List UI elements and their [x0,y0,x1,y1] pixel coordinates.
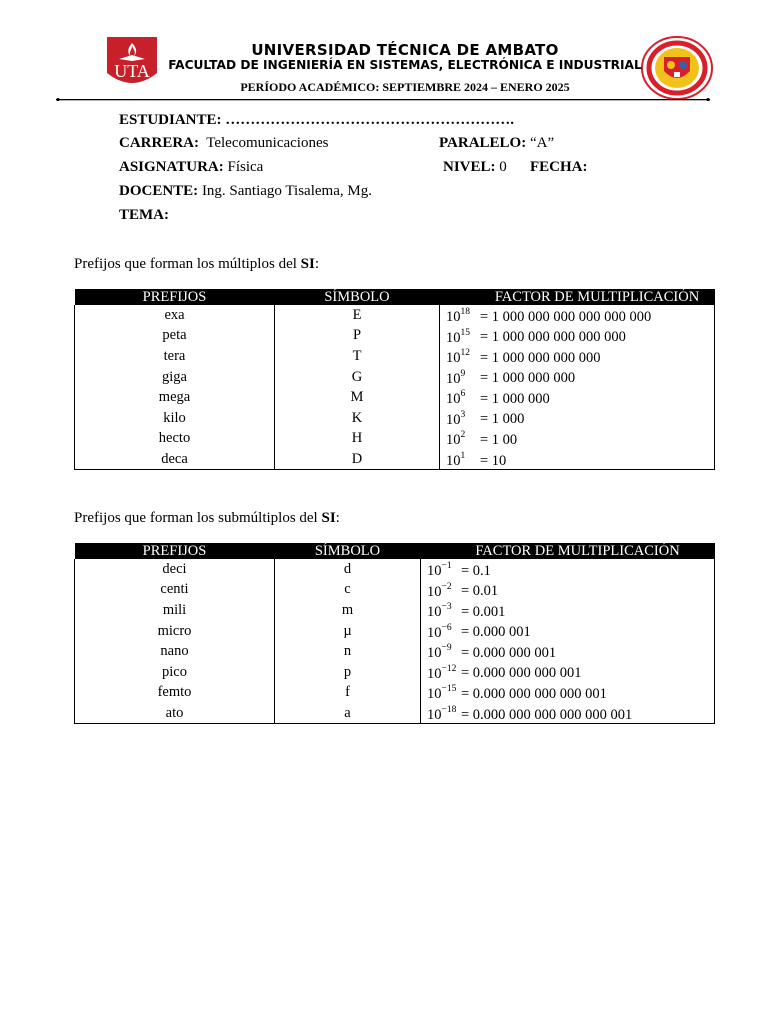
factor-value: = 0.000 000 000 000 001 [461,686,607,703]
prefix-cell: mili [75,600,275,621]
symbol-cell: n [275,641,421,662]
factor-value: = 0.01 [461,583,499,600]
prefix-cell: exa [75,305,275,326]
exponent: 3 [460,409,466,420]
factor-cell [421,559,715,580]
factor-value: = 1 000 000 000 000 000 000 [480,308,652,325]
prefix-cell: peta [75,326,275,347]
level-line [443,159,507,176]
topic-line [119,207,169,224]
paralelo-label: PARALELO: [439,135,527,151]
factor-value: = 10 [480,452,507,469]
submultiples-intro-si: SI [321,510,336,526]
factor-value: = 1 000 000 000 000 000 [480,329,626,346]
prefix-cell: giga [75,367,275,388]
table-row [75,621,715,642]
exponent: −18 [441,704,457,715]
estudiante-value: …………………………………………………. [225,112,515,128]
asignatura-value: Física [227,159,264,175]
table-row [75,662,715,683]
submultiples-table [74,543,715,724]
teacher-line [119,183,372,200]
table-row [75,428,715,449]
symbol-cell: H [275,428,440,449]
carrera-label: CARRERA: [119,135,199,151]
factor-cell [440,387,715,408]
power-of-ten: $10^{-1}$ [427,561,452,579]
exponent: −2 [441,581,452,592]
tema-label: TEMA: [119,207,169,223]
nivel-value: 0 [499,159,507,175]
factor-value: = 0.000 001 [461,624,531,641]
symbol-cell: f [275,682,421,703]
table-row [75,641,715,662]
factor-cell [421,703,715,724]
paralelo-value: “A” [529,135,555,151]
symbol-cell: P [275,326,440,347]
uta-logo-text: UTA [114,61,150,81]
symbol-cell: m [275,600,421,621]
asignatura-label: ASIGNATURA: [119,159,224,175]
prefix-cell: micro [75,621,275,642]
submultiples-intro-text: Prefijos que forman los submúltiplos del [74,510,322,526]
power-of-ten: $10^{-3}$ [427,602,452,620]
factor-cell [421,621,715,642]
fecha-label: FECHA: [530,159,588,175]
exponent: 18 [460,307,470,317]
symbol-cell: G [275,367,440,388]
factor-cell [421,600,715,621]
power-of-ten: $10^{12}$ [446,348,470,366]
symbol-cell: T [275,346,440,367]
table-row [75,367,715,388]
factor-value: = 1 00 [480,432,518,449]
exponent: −6 [441,622,452,633]
power-of-ten: $10^{-2}$ [427,581,452,600]
table-row [75,408,715,429]
exponent: −1 [441,561,452,571]
exponent: 12 [460,348,470,359]
table-row [75,580,715,601]
factor-cell [440,449,715,470]
prefix-cell: deci [75,559,275,580]
factor-cell [421,580,715,601]
power-of-ten: $10^2$ [446,430,466,449]
table-row [75,703,715,724]
multiples-intro-text: Prefijos que forman los múltiplos del [74,256,301,272]
career-line [119,135,328,152]
table-row [75,559,715,580]
multiples-table [74,289,715,470]
table-row [75,326,715,347]
header-simbolo: SÍMBOLO [275,289,440,305]
factor-cell [421,682,715,703]
header-factor: FACTOR DE MULTIPLICACIÓN [421,543,715,559]
header-simbolo: SÍMBOLO [275,543,421,559]
exponent: 1 [460,450,466,461]
exponent: 2 [460,430,466,441]
factor-value: = 0.000 000 000 000 000 001 [461,706,633,723]
multiples-intro-colon: : [314,256,319,272]
factor-value: = 1 000 [480,411,525,428]
estudiante-label: ESTUDIANTE: [119,112,222,128]
factor-value: = 1 000 000 000 000 [480,349,601,366]
prefix-cell: tera [75,346,275,367]
exponent: −3 [441,602,452,613]
student-line [119,112,514,129]
power-of-ten: $10^6$ [446,389,466,407]
prefix-cell: pico [75,662,275,683]
submultiples-intro [74,510,340,527]
symbol-cell: c [275,580,421,601]
factor-cell [440,367,715,388]
header-divider [56,98,710,101]
factor-value: = 1 000 000 000 [480,370,576,387]
symbol-cell: K [275,408,440,429]
factor-value: = 1 000 000 [480,390,550,407]
prefix-cell: kilo [75,408,275,429]
submultiples-intro-colon: : [335,510,340,526]
nivel-label: NIVEL: [443,159,496,175]
power-of-ten: $10^{-6}$ [427,622,452,641]
prefix-cell: hecto [75,428,275,449]
prefix-cell: nano [75,641,275,662]
symbol-cell: d [275,559,421,580]
factor-cell [440,346,715,367]
symbol-cell: a [275,703,421,724]
factor-cell [440,305,715,326]
faculty-name: FACULTAD DE INGENIERÍA EN SISTEMAS, ELECTRÓNICA E INDUSTRIAL [168,58,642,72]
prefix-cell: deca [75,449,275,470]
table-row [75,387,715,408]
table-row [75,600,715,621]
prefix-cell: mega [75,387,275,408]
power-of-ten: $10^{-12}$ [427,663,457,682]
academic-period: PERÍODO ACADÉMICO: SEPTIEMBRE 2024 – ENERO 2025 [240,80,570,94]
prefix-cell: ato [75,703,275,724]
symbol-cell: E [275,305,440,326]
power-of-ten: $10^{18}$ [446,307,470,325]
subject-line [119,159,263,176]
exponent: −9 [441,643,452,654]
table-row [75,346,715,367]
exponent: 6 [460,389,466,400]
table-row [75,449,715,470]
factor-cell [421,662,715,683]
power-of-ten: $10^1$ [446,450,466,469]
symbol-cell: µ [275,621,421,642]
university-name: UNIVERSIDAD TÉCNICA DE AMBATO [251,41,559,59]
symbol-cell: p [275,662,421,683]
symbol-cell: D [275,449,440,470]
carrera-value: Telecomunicaciones [206,135,329,151]
factor-value: = 0.1 [461,562,491,579]
table-header-row [75,289,715,305]
power-of-ten: $10^{-15}$ [427,684,457,703]
factor-cell [440,326,715,347]
prefix-cell: centi [75,580,275,601]
factor-cell [421,641,715,662]
multiples-intro [74,256,319,273]
header-prefijos: PREFIJOS [75,543,275,559]
power-of-ten: $10^{15}$ [446,327,470,346]
factor-cell [440,428,715,449]
multiples-intro-si: SI [300,256,315,272]
power-of-ten: $10^{-18}$ [427,704,457,723]
symbol-cell: M [275,387,440,408]
factor-value: = 0.000 000 000 001 [461,665,582,682]
factor-value: = 0.000 000 001 [461,644,557,661]
exponent: −15 [441,684,457,695]
docente-label: DOCENTE: [119,183,199,199]
docente-value: Ing. Santiago Tisalema, Mg. [201,183,372,199]
date-line [530,159,588,176]
exponent: −12 [441,663,457,674]
table-row [75,682,715,703]
exponent: 9 [460,368,466,379]
paralelo-line [439,135,554,152]
header-factor: FACTOR DE MULTIPLICACIÓN [440,289,715,305]
prefix-cell: femto [75,682,275,703]
power-of-ten: $10^9$ [446,368,466,387]
table-header-row [75,543,715,559]
exponent: 15 [460,327,470,338]
factor-cell [440,408,715,429]
power-of-ten: $10^3$ [446,409,466,428]
table-row [75,305,715,326]
header-prefijos: PREFIJOS [75,289,275,305]
power-of-ten: $10^{-9}$ [427,643,452,661]
factor-value: = 0.001 [461,603,506,620]
